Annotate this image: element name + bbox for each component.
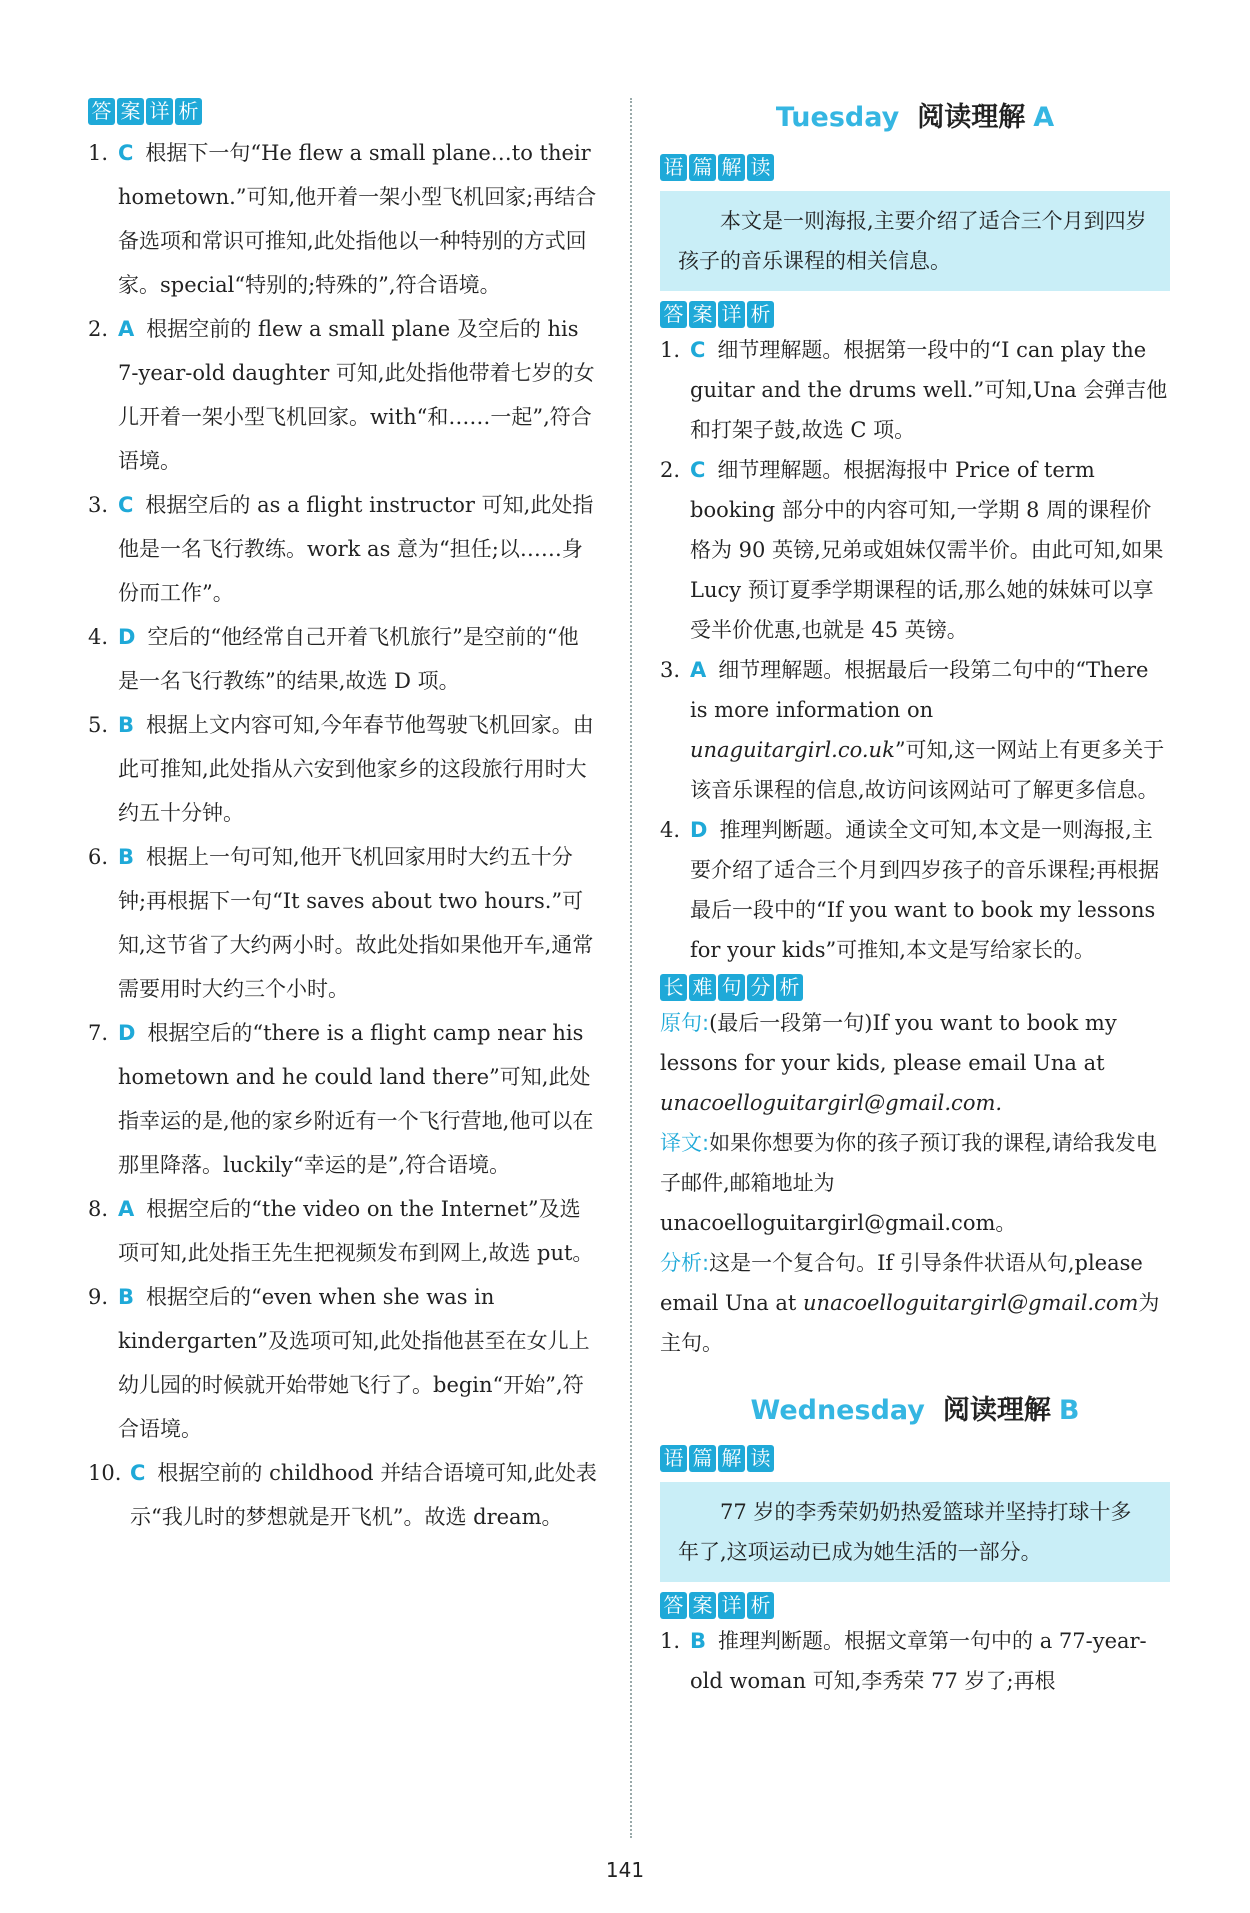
list-item: 9. B 根据空后的“even when she was in kindergarten”及选项可知,此处指他甚至在女儿上幼儿园的时候就开始带她飞行了。begin“开始”,符合语境。 bbox=[88, 1285, 590, 1441]
list-item: 3. A 细节理解题。根据最后一段第二句中的“There is more information on unaguitargirl.co.uk”可知,这一网站上有更多关于该音乐课程的信息,故访问该网站可了解更多信息。 bbox=[660, 658, 1165, 802]
original-sentence: 原句:(最后一段第一句)If you want to book my lessons for your kids, please email Una at unacoelloguitargirl@gmail.com. bbox=[660, 1011, 1117, 1115]
list-item: 1. C 细节理解题。根据第一段中的“I can play the guitar and the drums well.”可知,Una 会弹吉他和打架子鼓,故选 C 项。 bbox=[660, 338, 1168, 442]
list-item: 4. D 空后的“他经常自己开着飞机旅行”是空前的“他是一名飞行教练”的结果,故选 D 项。 bbox=[88, 625, 579, 693]
page-number: 141 bbox=[605, 1858, 645, 1882]
reading-tag-b: 语 篇 解 读 bbox=[660, 1445, 1170, 1472]
list-item: 4. D 推理判断题。通读全文可知,本文是一则海报,主要介绍了适合三个月到四岁孩子的音乐课程;再根据最后一段中的“If you want to book my lessons for your kids”可推知,本文是写给家长的。 bbox=[660, 818, 1160, 962]
translation: 译文:如果你想要为你的孩子预订我的课程,请给我发电子邮件,邮箱地址为 unacoelloguitargirl@gmail.com。 bbox=[660, 1131, 1157, 1235]
list-item: 7. D 根据空后的“there is a flight camp near his hometown and he could land there”可知,此处指幸运的是,他的家乡附近有一个飞行营地,他可以在那里降落。luckily“幸运的是”,符合语境。 bbox=[88, 1021, 594, 1177]
left-column bbox=[88, 0, 598, 1539]
right-column bbox=[660, 0, 1170, 1701]
answer-analysis-tag: 答 案 详 析 bbox=[88, 98, 598, 125]
list-item: 2. A 根据空前的 flew a small plane 及空后的 his 7-year-old daughter 可知,此处指他带着七岁的女儿开着一架小型飞机回家。with“和……一起”,符合语境。 bbox=[88, 317, 595, 473]
sentence-analysis-tag: 长 难 句 分 析 bbox=[660, 974, 1170, 1001]
list-item: 1. C 根据下一句“He flew a small plane…to their hometown.”可知,他开着一架小型飞机回家;再结合备选项和常识可推知,此处指他以一种特别的方式回家。special“特别的;特殊的”,符合语境。 bbox=[88, 141, 597, 297]
list-item: 6. B 根据上一句可知,他开飞机回家用时大约五十分钟;再根据下一句“It saves about two hours.”可知,这节省了大约两小时。故此处指如果他开车,通常需要用时大约三个小时。 bbox=[88, 845, 594, 1001]
answer-list bbox=[88, 131, 598, 1539]
summary-b: 77 岁的李秀荣奶奶热爱篮球并坚持打球十多年了,这项运动已成为她生活的一部分。 bbox=[660, 1482, 1170, 1582]
column-divider bbox=[630, 98, 632, 1838]
wednesday-heading: Wednesday 阅读理解 B bbox=[750, 1395, 1080, 1426]
list-item: 2. C 细节理解题。根据海报中 Price of term booking 部分中的内容可知,一学期 8 周的课程价格为 90 英镑,兄弟或姐妹仅需半价。由此可知,如果 Lucy 预订夏季学期课程的话,那么她的妹妹可以享受半价优惠,也就是 45 英镑。 bbox=[660, 458, 1164, 642]
answer-list-b bbox=[660, 1621, 1170, 1701]
summary-a: 本文是一则海报,主要介绍了适合三个月到四岁孩子的音乐课程的相关信息。 bbox=[660, 191, 1170, 291]
answer-analysis-tag-a: 答 案 详 析 bbox=[660, 301, 1170, 328]
analysis: 分析:这是一个复合句。If 引导条件状语从句,please email Una at unacoelloguitargirl@gmail.com为主句。 bbox=[660, 1251, 1160, 1355]
list-item: 1. B 推理判断题。根据文章第一句中的 a 77-year-old woman 可知,李秀荣 77 岁了;再根 bbox=[660, 1629, 1147, 1693]
answer-analysis-tag-b: 答 案 详 析 bbox=[660, 1592, 1170, 1619]
list-item: 3. C 根据空后的 as a flight instructor 可知,此处指他是一名飞行教练。work as 意为“担任;以……身份而工作”。 bbox=[88, 493, 594, 605]
reading-tag: 语 篇 解 读 bbox=[660, 154, 1170, 181]
list-item: 5. B 根据上文内容可知,今年春节他驾驶飞机回家。由此可推知,此处指从六安到他家乡的这段旅行用时大约五十分钟。 bbox=[88, 713, 594, 825]
answer-list-a bbox=[660, 330, 1170, 970]
tuesday-heading: Tuesday 阅读理解 A bbox=[775, 102, 1055, 133]
list-item: 8. A 根据空后的“the video on the Internet”及选项可知,此处指王先生把视频发布到网上,故选 put。 bbox=[88, 1197, 594, 1265]
list-item: 10. C 根据空前的 childhood 并结合语境可知,此处表示“我儿时的梦想就是开飞机”。故选 dream。 bbox=[88, 1461, 597, 1529]
